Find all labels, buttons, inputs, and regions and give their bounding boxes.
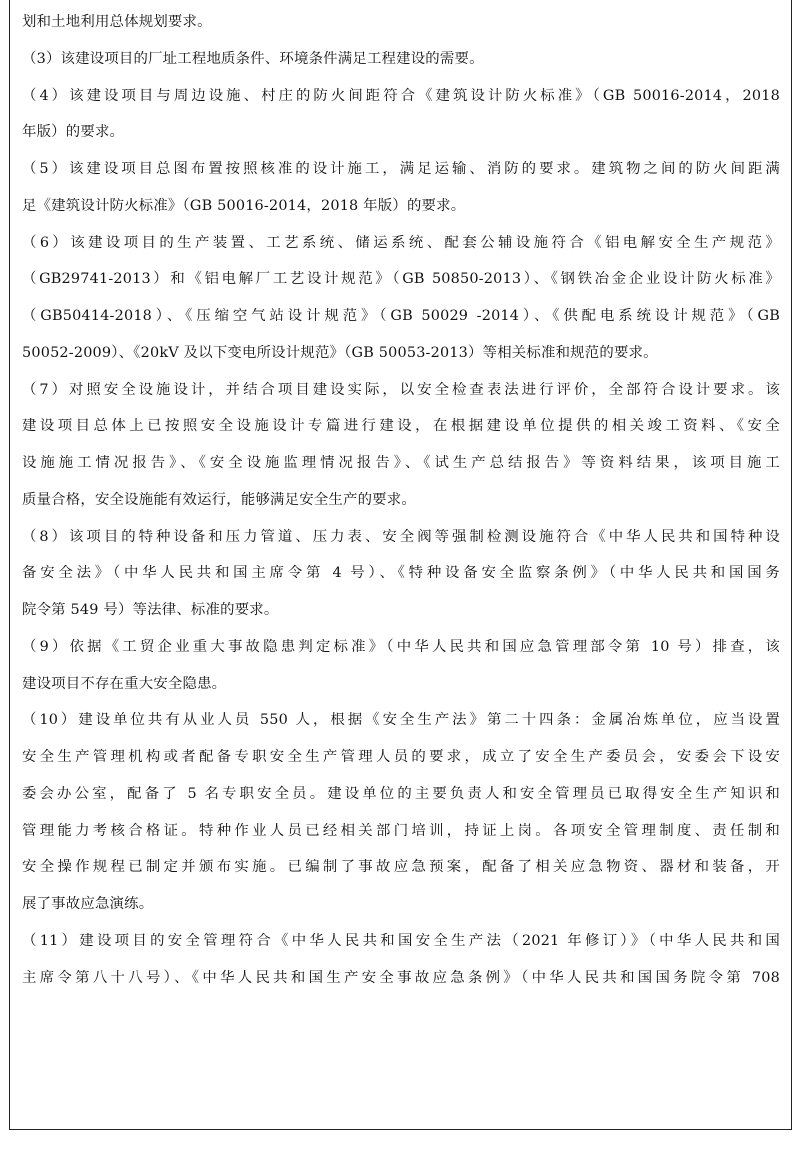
text-line: 设施施工情况报告》、《安全设施监理情况报告》、《试生产总结报告》等资料结果，该项目施工 [22, 455, 780, 471]
text-line: （11）建设项目的安全管理符合《中华人民共和国安全生产法（2021 年修订）》（中华人民共和国 [22, 932, 780, 949]
text-line: 50052-2009）、《20kV 及以下变电所设计规范》（GB 50053-2013）等相关标准和规范的要求。 [22, 344, 658, 361]
text-line: （7）对照安全设施设计，并结合项目建设实际，以安全检查表法进行评价，全部符合设计要求。该 [22, 381, 780, 398]
text-line: 安全操作规程已制定并颁布实施。已编制了事故应急预案，配备了相关应急物资、器材和装备，开 [22, 859, 780, 876]
text-line: 主席令第八十八号）、《中华人民共和国生产安全事故应急条例》（中华人民共和国国务院令第 708 [22, 969, 780, 986]
text-line: （5）该建设项目总图布置按照核准的设计施工，满足运输、消防的要求。建筑物之间的防火间距满 [22, 161, 780, 177]
text-line: （9）依据《工贸企业重大事故隐患判定标准》（中华人民共和国应急管理部令第 10 号）排查，该 [22, 638, 780, 655]
text-line: 建设项目总体上已按照安全设施设计专篇进行建设，在根据建设单位提供的相关竣工资料、《安全 [22, 418, 780, 435]
text-line: 建设项目不存在重大安全隐患。 [22, 675, 227, 692]
text-line: 年版）的要求。 [22, 124, 125, 141]
text-line: （8）该项目的特种设备和压力管道、压力表、安全阀等强制检测设施符合《中华人民共和国特种设 [22, 528, 780, 545]
text-line: 展了事故应急演练。 [22, 896, 154, 912]
text-line: （6）该建设项目的生产装置、工艺系统、储运系统、配套公辅设施符合《铝电解安全生产规范》 [22, 234, 780, 251]
text-line: 备安全法》（中华人民共和国主席令第 4 号）、《特种设备安全监察条例》（中华人民共和国国务 [22, 565, 780, 582]
text-line: （10）建设单位共有从业人员 550 人，根据《安全生产法》第二十四条：金属冶炼单位，应当设置 [22, 712, 780, 729]
text-line: 安全生产管理机构或者配备专职安全生产管理人员的要求，成立了安全生产委员会，安委会下设安 [22, 749, 780, 765]
text-line: （GB50414-2018）、《压缩空气站设计规范》（GB 50029 -2014）、《供配电系统设计规范》（GB [22, 308, 780, 324]
text-line: 管理能力考核合格证。特种作业人员已经相关部门培训，持证上岗。各项安全管理制度、责任制和 [22, 822, 780, 839]
text-line: 委会办公室，配备了 5 名专职安全员。建设单位的主要负责人和安全管理员已取得安全生产知识和 [22, 785, 780, 802]
text-line: （GB29741-2013）和《铝电解厂工艺设计规范》（GB 50850-2013）、《钢铁冶金企业设计防火标准》 [22, 271, 780, 288]
document-body [22, 4, 780, 996]
text-line: 足《建筑设计防火标准》（GB 50016-2014，2018 年版）的要求。 [22, 197, 466, 214]
text-line: 院令第 549 号）等法律、标准的要求。 [22, 602, 279, 618]
text-line: 质量合格，安全设施能有效运行，能够满足安全生产的要求。 [22, 491, 416, 508]
text-line: （4）该建设项目与周边设施、村庄的防火间距符合《建筑设计防火标准》（GB 50016-2014，2018 [22, 87, 780, 104]
text-line: 划和土地利用总体规划要求。 [22, 14, 212, 30]
text-line: （3）该建设项目的厂址工程地质条件、环境条件满足工程建设的需要。 [22, 50, 484, 67]
